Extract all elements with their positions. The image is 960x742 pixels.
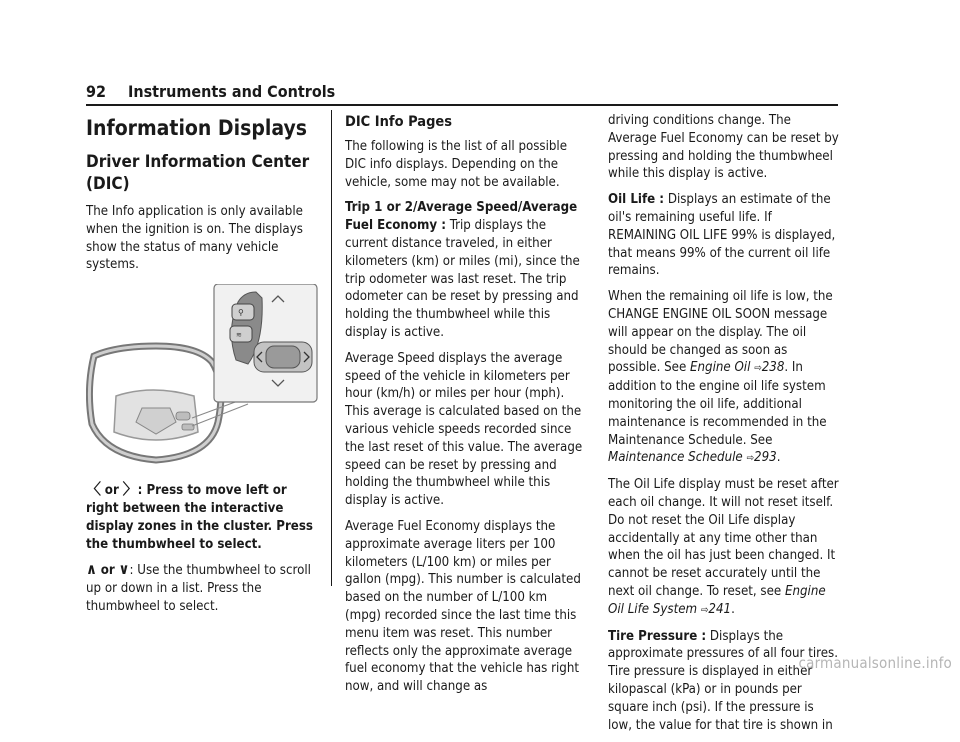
- column-divider: [331, 110, 332, 586]
- trip-description: Trip displays the current distance traveled, in either kilometers (km) or miles (mi), since the trip odometer was last reset. The trip odometer can be reset by pressing and holding the thumbwheel while this display is active.: [345, 218, 580, 340]
- svg-text:≋: ≋: [236, 331, 242, 340]
- page-ref-icon: ⇨: [754, 363, 762, 375]
- intro-paragraph: The Info application is only available when the ignition is on. The displays show the status of many vehicle systems.: [86, 204, 303, 273]
- maintenance-schedule-link[interactable]: Maintenance Schedule: [608, 450, 743, 466]
- dic-intro: The following is the list of all possible DIC info displays. Depending on the vehicle, some may not be available.: [345, 139, 568, 190]
- inset-controls: [214, 284, 317, 402]
- page-ref-icon: ⇨: [746, 453, 755, 465]
- trip-term: Trip 1 or 2/Average Speed/Average Fuel Economy :: [345, 200, 578, 234]
- page-ref-icon: ⇨: [700, 604, 709, 616]
- watermark: carmanualsonline.info: [798, 654, 952, 672]
- low-oil-paragraph: When the remaining oil life is low, the CHANGE ENGINE OIL SOON message will appear on the display. The oil should be changed as soon as possible. See Engine Oil ⇨238. In addition to the engine oil life system monitoring the oil life, additional maintenance is recommended in the Maintenance Schedule. See Maintenance Schedule ⇨293.: [608, 289, 833, 466]
- column-right: [608, 112, 840, 742]
- oil-life-description: Displays an estimate of the oil's remaining useful life. If REMAINING OIL LIFE 99% is displayed, that means 99% of the current oil life remains.: [608, 192, 836, 279]
- average-fuel-paragraph: Average Fuel Economy displays the approximate average liters per 100 kilometers (L/100 km) or miles per gallon (mpg). This number is calculated based on the number of L/100 km (mpg) recorded since the last time this menu item was reset. This number reflects only the approximate average fuel economy that the vehicle has right now, and will change as: [345, 518, 581, 695]
- ud-description: : Use the thumbwheel to scroll up or down in a list. Press the thumbwheel to select.: [86, 563, 311, 614]
- column-middle: [345, 112, 585, 704]
- maintenance-schedule-page[interactable]: 293: [754, 450, 777, 466]
- up-down-control: ∧ or ∨: Use the thumbwheel to scroll up or down in a list. Press the thumbwheel to select.: [86, 560, 311, 614]
- oil-life-system-link[interactable]: Engine Oil Life System: [608, 583, 826, 617]
- fuel-continued: driving conditions change. The Average Fuel Economy can be reset by pressing and holding the thumbwheel while this display is active.: [608, 113, 839, 182]
- steering-wheel-illustration: [86, 284, 318, 469]
- tire-pressure-term: Tire Pressure :: [608, 628, 707, 644]
- average-speed-paragraph: Average Speed displays the average speed of the vehicle in kilometers per hour (km/h) or miles per hour (mph). This average is calculated based on the various vehicle speeds recorded since the last reset of this value. The average speed can be reset by pressing and holding the thumbwheel while this display is active.: [345, 350, 583, 509]
- dic-info-pages-heading: DIC Info Pages: [345, 114, 453, 130]
- oil-life-paragraph: [608, 191, 840, 280]
- thumbwheel-icon: [266, 346, 300, 368]
- page-header: [86, 82, 838, 106]
- section-name: Instruments and Controls: [128, 82, 336, 101]
- page-title: Information Displays: [86, 116, 308, 140]
- chevron-down-icon: ∨: [118, 560, 130, 579]
- chevron-up-icon: ∧: [86, 560, 97, 579]
- engine-oil-link[interactable]: Engine Oil: [690, 360, 751, 376]
- svg-text:⚲: ⚲: [238, 308, 244, 318]
- page-number: 92: [86, 82, 107, 101]
- section-title: Driver Information Center (DIC): [86, 152, 310, 194]
- engine-oil-page[interactable]: 238: [761, 360, 785, 376]
- oil-life-system-page[interactable]: 241: [708, 601, 732, 617]
- oil-reset-paragraph: The Oil Life display must be reset after each oil change. It will not reset itself. Do not reset the Oil Life display accidentally at any time other than when the oil has just been changed. It cannot be reset accurately until the next oil change. To reset, see Engine Oil Life System ⇨241.: [608, 477, 839, 617]
- oil-life-term: Oil Life :: [608, 192, 665, 208]
- chevron-right-icon: 〉: [122, 480, 138, 499]
- chevron-left-icon: 〈: [86, 480, 102, 499]
- steering-wheel-figure: [86, 284, 318, 469]
- tire-pressure-description: Displays the approximate pressures of all four tires. Tire pressure is displayed in either kilopascal (kPa) or in pounds per square inch (psi). If the pressure is low, the value for that tire is shown in: [608, 628, 838, 733]
- steering-wheel-icon: [89, 346, 220, 460]
- header-rule: [86, 104, 838, 106]
- tire-pressure-paragraph: [608, 628, 840, 735]
- column-left: [86, 112, 318, 624]
- left-right-control: 〈 or 〉: Press to move left or right between the interactive display zones in the cluster. Press the thumbwheel to select.: [86, 480, 313, 552]
- lr-description: : Press to move left or right between the interactive display zones in the cluster. Press the thumbwheel to select.: [86, 483, 313, 552]
- trip-paragraph: [345, 199, 585, 341]
